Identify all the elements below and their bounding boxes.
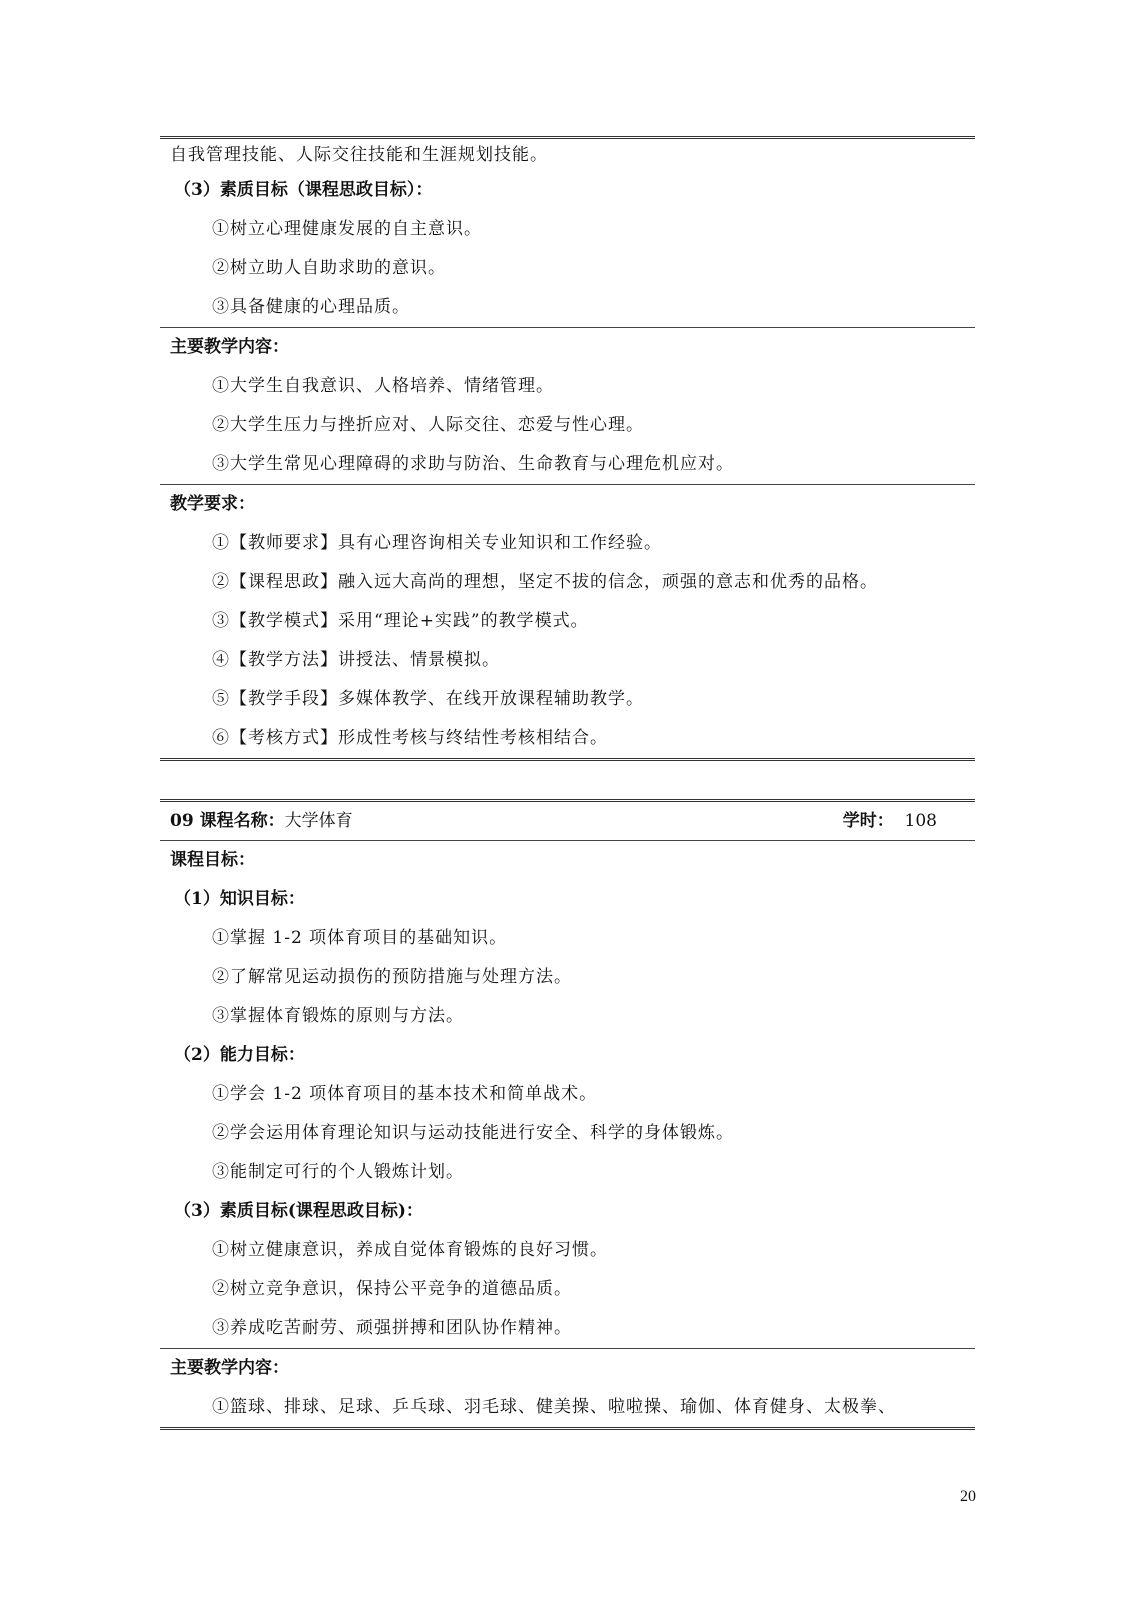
list-item: ②学会运用体育理论知识与运动技能进行安全、科学的身体锻炼。 [212,1123,734,1143]
list-item: ①大学生自我意识、人格培养、情绪管理。 [212,376,554,396]
knowledge-goal-heading: （1）知识目标： [174,889,305,909]
continuation-text: 自我管理技能、人际交往技能和生涯规划技能。 [170,145,548,165]
quality-goal-heading: （3）素质目标（课程思政目标）： [174,180,433,200]
list-item: ④【教学方法】讲授法、情景模拟。 [212,650,500,670]
quality-goal-heading: （3）素质目标(课程思政目标)： [174,1201,423,1221]
list-item: ③掌握体育锻炼的原则与方法。 [212,1006,464,1026]
list-item: ⑤【教学手段】多媒体教学、在线开放课程辅助教学。 [212,689,644,709]
teaching-requirements-heading: 教学要求： [170,494,255,514]
teaching-content-heading: 主要教学内容： [170,1358,289,1378]
list-item: ①树立健康意识，养成自觉体育锻炼的良好习惯。 [212,1240,608,1260]
course-name-value: 大学体育 [284,811,353,831]
document-page [160,136,975,1430]
list-item: ②树立助人自助求助的意识。 [212,258,446,278]
list-item: ②了解常见运动损伤的预防措施与处理方法。 [212,967,572,987]
course-goals-heading: 课程目标： [170,850,255,870]
course-title-row [160,802,975,840]
table-bottom-border [160,1427,975,1430]
hours-value: 108 [904,811,937,831]
list-item: ②大学生压力与挫折应对、人际交往、恋爱与性心理。 [212,415,644,435]
list-item: ③养成吃苦耐劳、顽强拼搏和团队协作精神。 [212,1318,572,1338]
list-item: ③能制定可行的个人锻炼计划。 [212,1162,464,1182]
list-item: ⑥【考核方式】形成性考核与终结性考核相结合。 [212,728,608,748]
list-item: ①掌握 1-2 项体育项目的基础知识。 [212,928,508,948]
list-item: ③大学生常见心理障碍的求助与防治、生命教育与心理危机应对。 [212,454,734,474]
ability-goal-heading: （2）能力目标： [174,1045,305,1065]
list-item: ③具备健康的心理品质。 [212,297,410,317]
list-item: ②【课程思政】融入远大高尚的理想，坚定不拔的信念，顽强的意志和优秀的品格。 [212,572,878,592]
course-name-label: 09 课程名称： [170,811,285,831]
page-number: 20 [960,1488,976,1505]
list-item: ①学会 1-2 项体育项目的基本技术和简单战术。 [212,1084,598,1104]
teaching-content-heading: 主要教学内容： [170,337,289,357]
list-item: ①篮球、排球、足球、乒乓球、羽毛球、健美操、啦啦操、瑜伽、体育健身、太极拳、 [212,1397,896,1417]
list-item: ③【教学模式】采用“理论+实践”的教学模式。 [212,611,589,631]
list-item: ②树立竞争意识，保持公平竞争的道德品质。 [212,1279,572,1299]
hours-label: 学时： [842,811,894,831]
list-item: ①树立心理健康发展的自主意识。 [212,219,482,239]
list-item: ①【教师要求】具有心理咨询相关专业知识和工作经验。 [212,533,662,553]
